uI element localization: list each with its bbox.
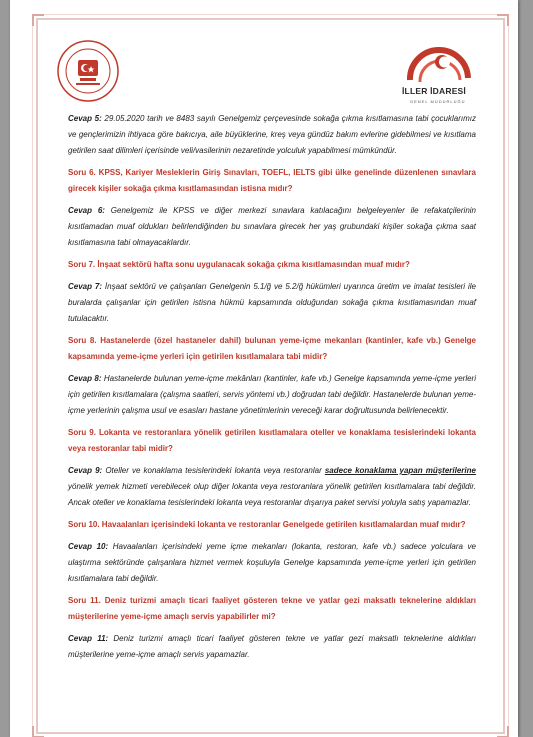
question-paragraph: Soru 10. Havaalanları içerisindeki lokanta ve restoranlar Genelgede getirilen kısıtlamalardan muaf mıdır? [68, 520, 466, 529]
iller-idaresi-logo-icon [390, 40, 480, 106]
answer-text: Havaalanları içerisindeki yeme içme mekanları (lokanta, restoran, kafe vb.) sadece yolculara ve ulaştırma sektöründe çalışanlara hizmet vermek koşuluyla Genelge kapsamında yeme-içme yerleri için getirilen kısıtlamalara tabi değildir. [68, 542, 477, 583]
answer-paragraph [68, 203, 476, 251]
answer-label: Cevap 6: [68, 206, 105, 215]
answer-paragraph [68, 279, 476, 327]
document-page [10, 0, 518, 737]
answer-emphasis: sadece konaklama yapan müşterilerine [324, 466, 476, 475]
answer-text: Hastanelerde bulunan yeme-içme mekânları (kantinler, kafe vb.) Genelge kapsamında yeme-içme yerleri için getirilen kısıtlamalara (çalışma saatleri, servis yöntemi vb.) doğrudan tabi değildir. Hastanelerde bulunan yeme-içme yerlerinin çalışma usul ve esasları hastane yönetimlerinin vereceği karar doğrultusunda belirlenecektir. [68, 374, 476, 415]
answer-paragraph [68, 371, 476, 419]
answer-text: Genelgemiz ile KPSS ve diğer merkezi sınavlara katılacağını belgeleyenler ile refakatçilerinin kısıtlamadan muaf oldukları belirlendiğinden bu sınavlara girecek her yaş grubundaki kişiler sokağa çıkma saat kısıtlamasına tabi olmayacaklardır. [68, 206, 476, 247]
border-corner [32, 726, 44, 737]
answer-text: yönelik yemek hizmeti verebilecek olup diğer lokanta veya restoranlara yönelik getirilen kısıtlamalara tabi değildir. Ancak oteller ve konaklama tesislerindeki lokanta veya restoranlar dışarıya paket servisi yoluyla satış yapamazlar. [68, 482, 476, 507]
answer-label: Cevap 10: [68, 542, 109, 551]
answer-paragraph [68, 631, 476, 663]
border-corner [32, 14, 44, 26]
org-name: İLLER İDARESİ [402, 86, 466, 96]
ministry-seal-icon [56, 38, 120, 104]
answer-text: 29.05.2020 tarih ve 8483 sayılı Genelgemiz çerçevesinde sokağa çıkma kısıtlamasına tabi çocuklarımız ve gençlerimizin ihtiyaca göre bakıcıya, aile büyüklerine, kreş veya gündüz bakım evlerine gidebilmesi ve kısıtlama getirilen saat dilimleri içerisinde veli/vasilerinin nezaretinde yolculuk yapabilmesi mümkündür. [68, 114, 476, 155]
border-corner [497, 726, 509, 737]
qa-content [68, 111, 476, 669]
question-paragraph: Soru 9. Lokanta ve restoranlara yönelik getirilen kısıtlamalara oteller ve konaklama tesislerindeki lokanta veya restoranlar tabi midir? [68, 428, 476, 453]
answer-text: İnşaat sektörü ve çalışanları Genelgenin 5.1/ğ ve 5.2/ğ hükümleri uyarınca üretim ve imalat tesisleri ile buralarda çalışanlar için getirilen istisna hükmü kapsamında olduğundan sokağa çıkma kısıtlamasından muaf tutulacaktır. [68, 282, 476, 323]
answer-paragraph [68, 463, 476, 511]
answer-label: Cevap 7: [68, 282, 103, 291]
answer-label: Cevap 5: [68, 114, 102, 123]
answer-label: Cevap 8: [68, 374, 102, 383]
answer-paragraph [68, 111, 476, 159]
answer-text: Deniz turizmi amaçlı ticari faaliyet gösteren tekne ve yatlar gezi maksatlı teknelerine aldıkları müşterilerine yeme-içme amaçlı servis yapamazlar. [68, 634, 476, 659]
question-paragraph: Soru 11. Deniz turizmi amaçlı ticari faaliyet gösteren tekne ve yatlar gezi maksatlı teknelerine aldıkları müşterilerine yeme-içme amaçlı servis yapabilirler mi? [68, 596, 476, 621]
org-subtitle: GENEL MÜDÜRLÜĞÜ [410, 99, 466, 104]
answer-text: Oteller ve konaklama tesislerindeki lokanta veya restoranlar [102, 466, 325, 475]
answer-paragraph [68, 539, 476, 587]
answer-label: Cevap 11: [68, 634, 109, 643]
question-paragraph: Soru 7. İnşaat sektörü hafta sonu uygulanacak sokağa çıkma kısıtlamasından muaf mıdır? [68, 260, 410, 269]
question-paragraph: Soru 6. KPSS, Kariyer Mesleklerin Giriş Sınavları, TOEFL, IELTS gibi ülke genelinde düzenlenen sınavlara girecek kişiler sokağa çıkma kısıtlamasından istisna mıdır? [68, 168, 476, 193]
question-paragraph: Soru 8. Hastanelerde (özel hastaneler dahil) bulunan yeme-içme mekanları (kantinler, kafe vb.) Genelge kapsamında yeme-içme yerleri için getirilen kısıtlamalara tabi midir? [68, 336, 476, 361]
answer-label: Cevap 9: [68, 466, 103, 475]
border-corner [497, 14, 509, 26]
